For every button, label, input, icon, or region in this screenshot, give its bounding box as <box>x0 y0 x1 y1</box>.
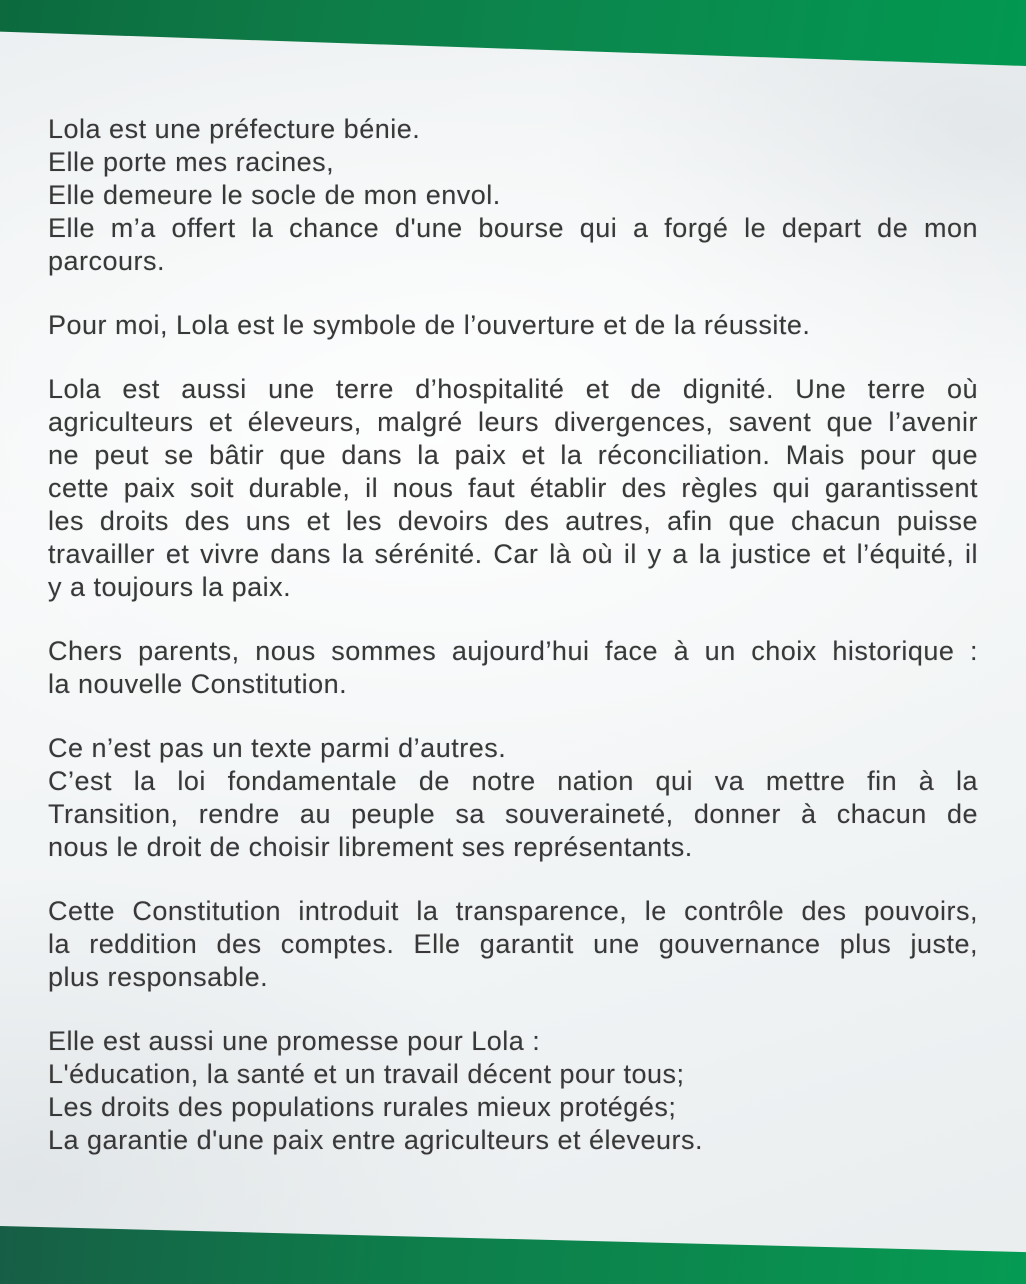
text-line: C’est la loi fondamentale de notre nation qui va mettre fin à la <box>48 766 978 796</box>
text-line: Pour moi, Lola est le symbole de l’ouverture et de la réussite. <box>48 310 811 340</box>
text-line: travailler et vivre dans la sérénité. Car là où il y a la justice et l’équité, il <box>48 539 978 569</box>
text-line: Chers parents, nous sommes aujourd’hui face à un choix historique : <box>48 636 978 666</box>
text-line: La garantie d'une paix entre agriculteurs et éleveurs. <box>48 1125 704 1155</box>
paragraph <box>48 895 978 994</box>
text-line: nous le droit de choisir librement ses représentants. <box>48 832 693 862</box>
text-line: la reddition des comptes. Elle garantit une gouvernance plus juste, <box>48 929 978 959</box>
text-line: ne peut se bâtir que dans la paix et la réconciliation. Mais pour que <box>48 440 978 470</box>
text-line: parcours. <box>48 246 166 276</box>
paragraph <box>48 373 978 604</box>
text-line: plus responsable. <box>48 962 269 992</box>
text-line: Elle est aussi une promesse pour Lola : <box>48 1026 541 1056</box>
text-line: Lola est une préfecture bénie. <box>48 114 421 144</box>
text-line: agriculteurs et éleveurs, malgré leurs divergences, savent que l’avenir <box>48 407 978 437</box>
text-line: y a toujours la paix. <box>48 572 292 602</box>
text-line: L'éducation, la santé et un travail décent pour tous; <box>48 1059 685 1089</box>
speech-text <box>48 113 978 1157</box>
bottom-green-band <box>0 1226 1026 1284</box>
text-line: Elle m’a offert la chance d'une bourse qui a forgé le depart de mon <box>48 213 978 243</box>
text-line: Lola est aussi une terre d’hospitalité et de dignité. Une terre où <box>48 374 978 404</box>
text-line: Elle demeure le socle de mon envol. <box>48 180 501 210</box>
text-line: Les droits des populations rurales mieux protégés; <box>48 1092 677 1122</box>
paragraph <box>48 732 978 864</box>
text-line: les droits des uns et les devoirs des autres, afin que chacun puisse <box>48 506 978 536</box>
paragraph <box>48 113 978 278</box>
text-line: Cette Constitution introduit la transparence, le contrôle des pouvoirs, <box>48 896 978 926</box>
text-line: la nouvelle Constitution. <box>48 669 348 699</box>
text-line: Elle porte mes racines, <box>48 147 335 177</box>
text-line: cette paix soit durable, il nous faut établir des règles qui garantissent <box>48 473 978 503</box>
text-line: Transition, rendre au peuple sa souveraineté, donner à chacun de <box>48 799 978 829</box>
paragraph <box>48 635 978 701</box>
top-green-band <box>0 0 1026 66</box>
text-line: Ce n’est pas un texte parmi d’autres. <box>48 733 507 763</box>
paragraph <box>48 309 978 342</box>
paragraph <box>48 1025 978 1157</box>
